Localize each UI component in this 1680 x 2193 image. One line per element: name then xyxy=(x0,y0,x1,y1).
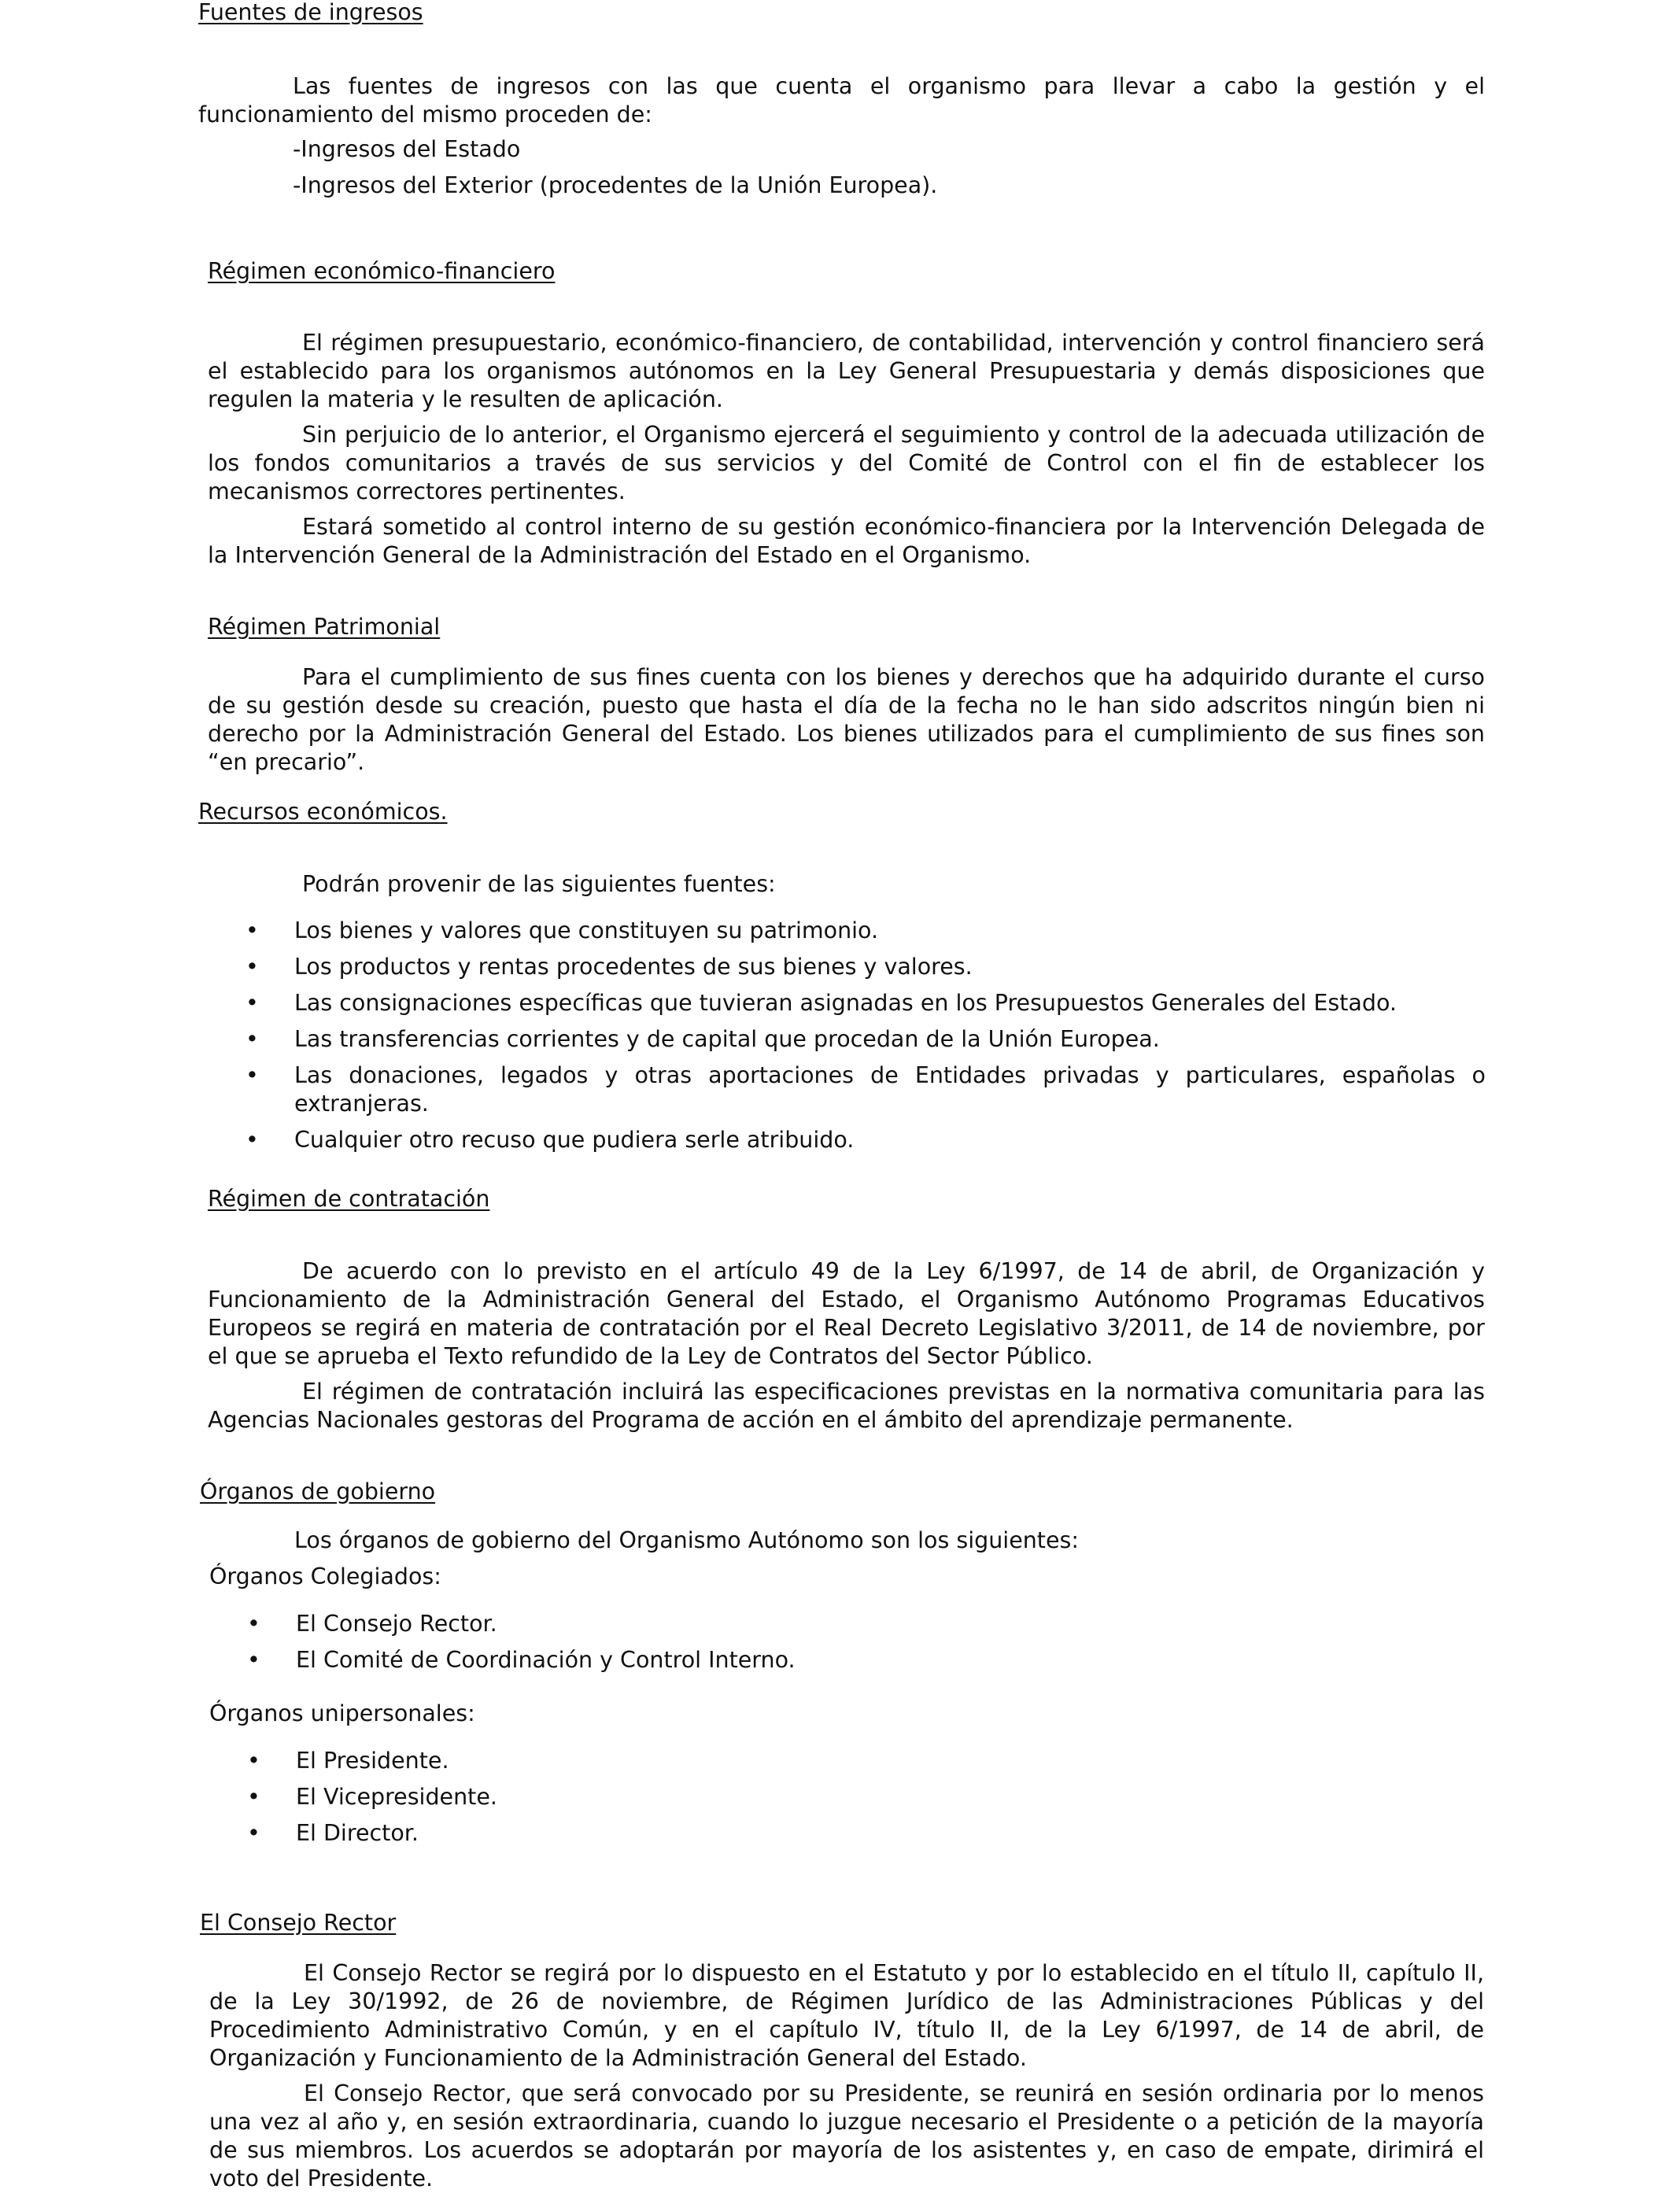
paragraph-contratacion-1: De acuerdo con lo previsto en el artículo 49 de la Ley 6/1997, de 14 de abril, de Organización y Funcionamiento de la Administración General del Estado, el Organismo Autónomo Programas Educativos Europeos se regirá en materia de contratación por el Real Decreto Legislativo 3/2011, de 14 de noviembre, por el que se aprueba el Texto refundido de la Ley de Contratos del Sector Público. xyxy=(208,1258,1485,1369)
heading-fuentes-de-ingresos: Fuentes de ingresos xyxy=(198,0,423,25)
paragraph-consejo-2: El Consejo Rector, que será convocado por su Presidente, se reunirá en sesión ordinaria por lo menos una vez al año y, en sesión extraordinaria, cuando lo juzgue necesario el Presidente o a petición de la mayoría de sus miembros. Los acuerdos se adoptarán por mayoría de los asistentes y, en caso de empate, dirimirá el voto del Presidente. xyxy=(209,2080,1484,2191)
label-organos-unipersonales: Órganos unipersonales: xyxy=(209,1700,475,1726)
list-item: • El Vicepresidente. xyxy=(296,1783,497,1811)
list-item: • El Consejo Rector. xyxy=(296,1610,497,1638)
line-ingresos-estado: -Ingresos del Estado xyxy=(293,136,521,162)
heading-regimen-economico: Régimen económico-financiero xyxy=(208,258,556,284)
heading-regimen-contratacion: Régimen de contratación xyxy=(208,1186,490,1212)
paragraph-regimen-economico-2: Sin perjuicio de lo anterior, el Organismo ejercerá el seguimiento y control de la adecuada utilización de los fondos comunitarios a través de sus servicios y del Comité de Control con el fin de establecer los mecanismos correctores pertinentes. xyxy=(208,422,1485,504)
recursos-intro: Podrán provenir de las siguientes fuentes: xyxy=(302,871,776,897)
list-item: • El Comité de Coordinación y Control Interno. xyxy=(296,1646,796,1674)
paragraph-regimen-patrimonial: Para el cumplimiento de sus fines cuenta con los bienes y derechos que ha adquirido durante el curso de su gestión desde su creación, puesto que hasta el día de la fecha no le han sido adscritos ningún bien ni derecho por la Administración General del Estado. Los bienes utilizados para el cumplimiento de sus fines son “en precario”. xyxy=(208,664,1485,775)
list-item: • El Director. xyxy=(296,1819,419,1848)
heading-organos-gobierno: Órganos de gobierno xyxy=(200,1479,436,1504)
paragraph-contratacion-2: El régimen de contratación incluirá las especificaciones previstas en la normativa comunitaria para las Agencias Nacionales gestoras del Programa de acción en el ámbito del aprendizaje permanente. xyxy=(208,1379,1485,1433)
organos-intro: Los órganos de gobierno del Organismo Autónomo son los siguientes: xyxy=(294,1527,1079,1553)
list-item: • Las transferencias corrientes y de capital que procedan de la Unión Europea. xyxy=(294,1025,1160,1054)
paragraph-fuentes-intro: Las fuentes de ingresos con las que cuenta el organismo para llevar a cabo la gestión y el funcionamiento del mismo proceden de: xyxy=(198,73,1485,127)
list-item: • Las donaciones, legados y otras aportaciones de Entidades privadas y particulares, españolas o extranjeras. xyxy=(294,1061,1486,1118)
heading-recursos-economicos: Recursos económicos. xyxy=(198,799,448,825)
list-item: • Los bienes y valores que constituyen su patrimonio. xyxy=(294,917,878,945)
list-item: • El Presidente. xyxy=(296,1747,449,1775)
list-item: • Las consignaciones específicas que tuvieran asignadas en los Presupuestos Generales del Estado. xyxy=(294,989,1397,1017)
label-organos-colegiados: Órganos Colegiados: xyxy=(209,1564,441,1589)
list-item: • Los productos y rentas procedentes de sus bienes y valores. xyxy=(294,953,973,981)
paragraph-regimen-economico-1: El régimen presupuestario, económico-financiero, de contabilidad, intervención y control financiero será el establecido para los organismos autónomos en la Ley General Presupuestaria y demás disposiciones que regulen la materia y le resulten de aplicación. xyxy=(208,330,1485,412)
line-ingresos-exterior: -Ingresos del Exterior (procedentes de la Unión Europea). xyxy=(293,172,938,198)
paragraph-consejo-1: El Consejo Rector se regirá por lo dispuesto en el Estatuto y por lo establecido en el título II, capítulo II, de la Ley 30/1992, de 26 de noviembre, de Régimen Jurídico de las Administraciones Públicas y del Procedimiento Administrativo Común, y en el capítulo IV, título II, de la Ley 6/1997, de 14 de abril, de Organización y Funcionamiento de la Administración General del Estado. xyxy=(209,1960,1484,2071)
heading-regimen-patrimonial: Régimen Patrimonial xyxy=(208,614,441,640)
list-item: • Cualquier otro recuso que pudiera serle atribuido. xyxy=(294,1126,854,1154)
heading-consejo-rector: El Consejo Rector xyxy=(200,1910,397,1936)
paragraph-regimen-economico-3: Estará sometido al control interno de su gestión económico-financiera por la Intervención Delegada de la Intervención General de la Administración del Estado en el Organismo. xyxy=(208,514,1485,568)
